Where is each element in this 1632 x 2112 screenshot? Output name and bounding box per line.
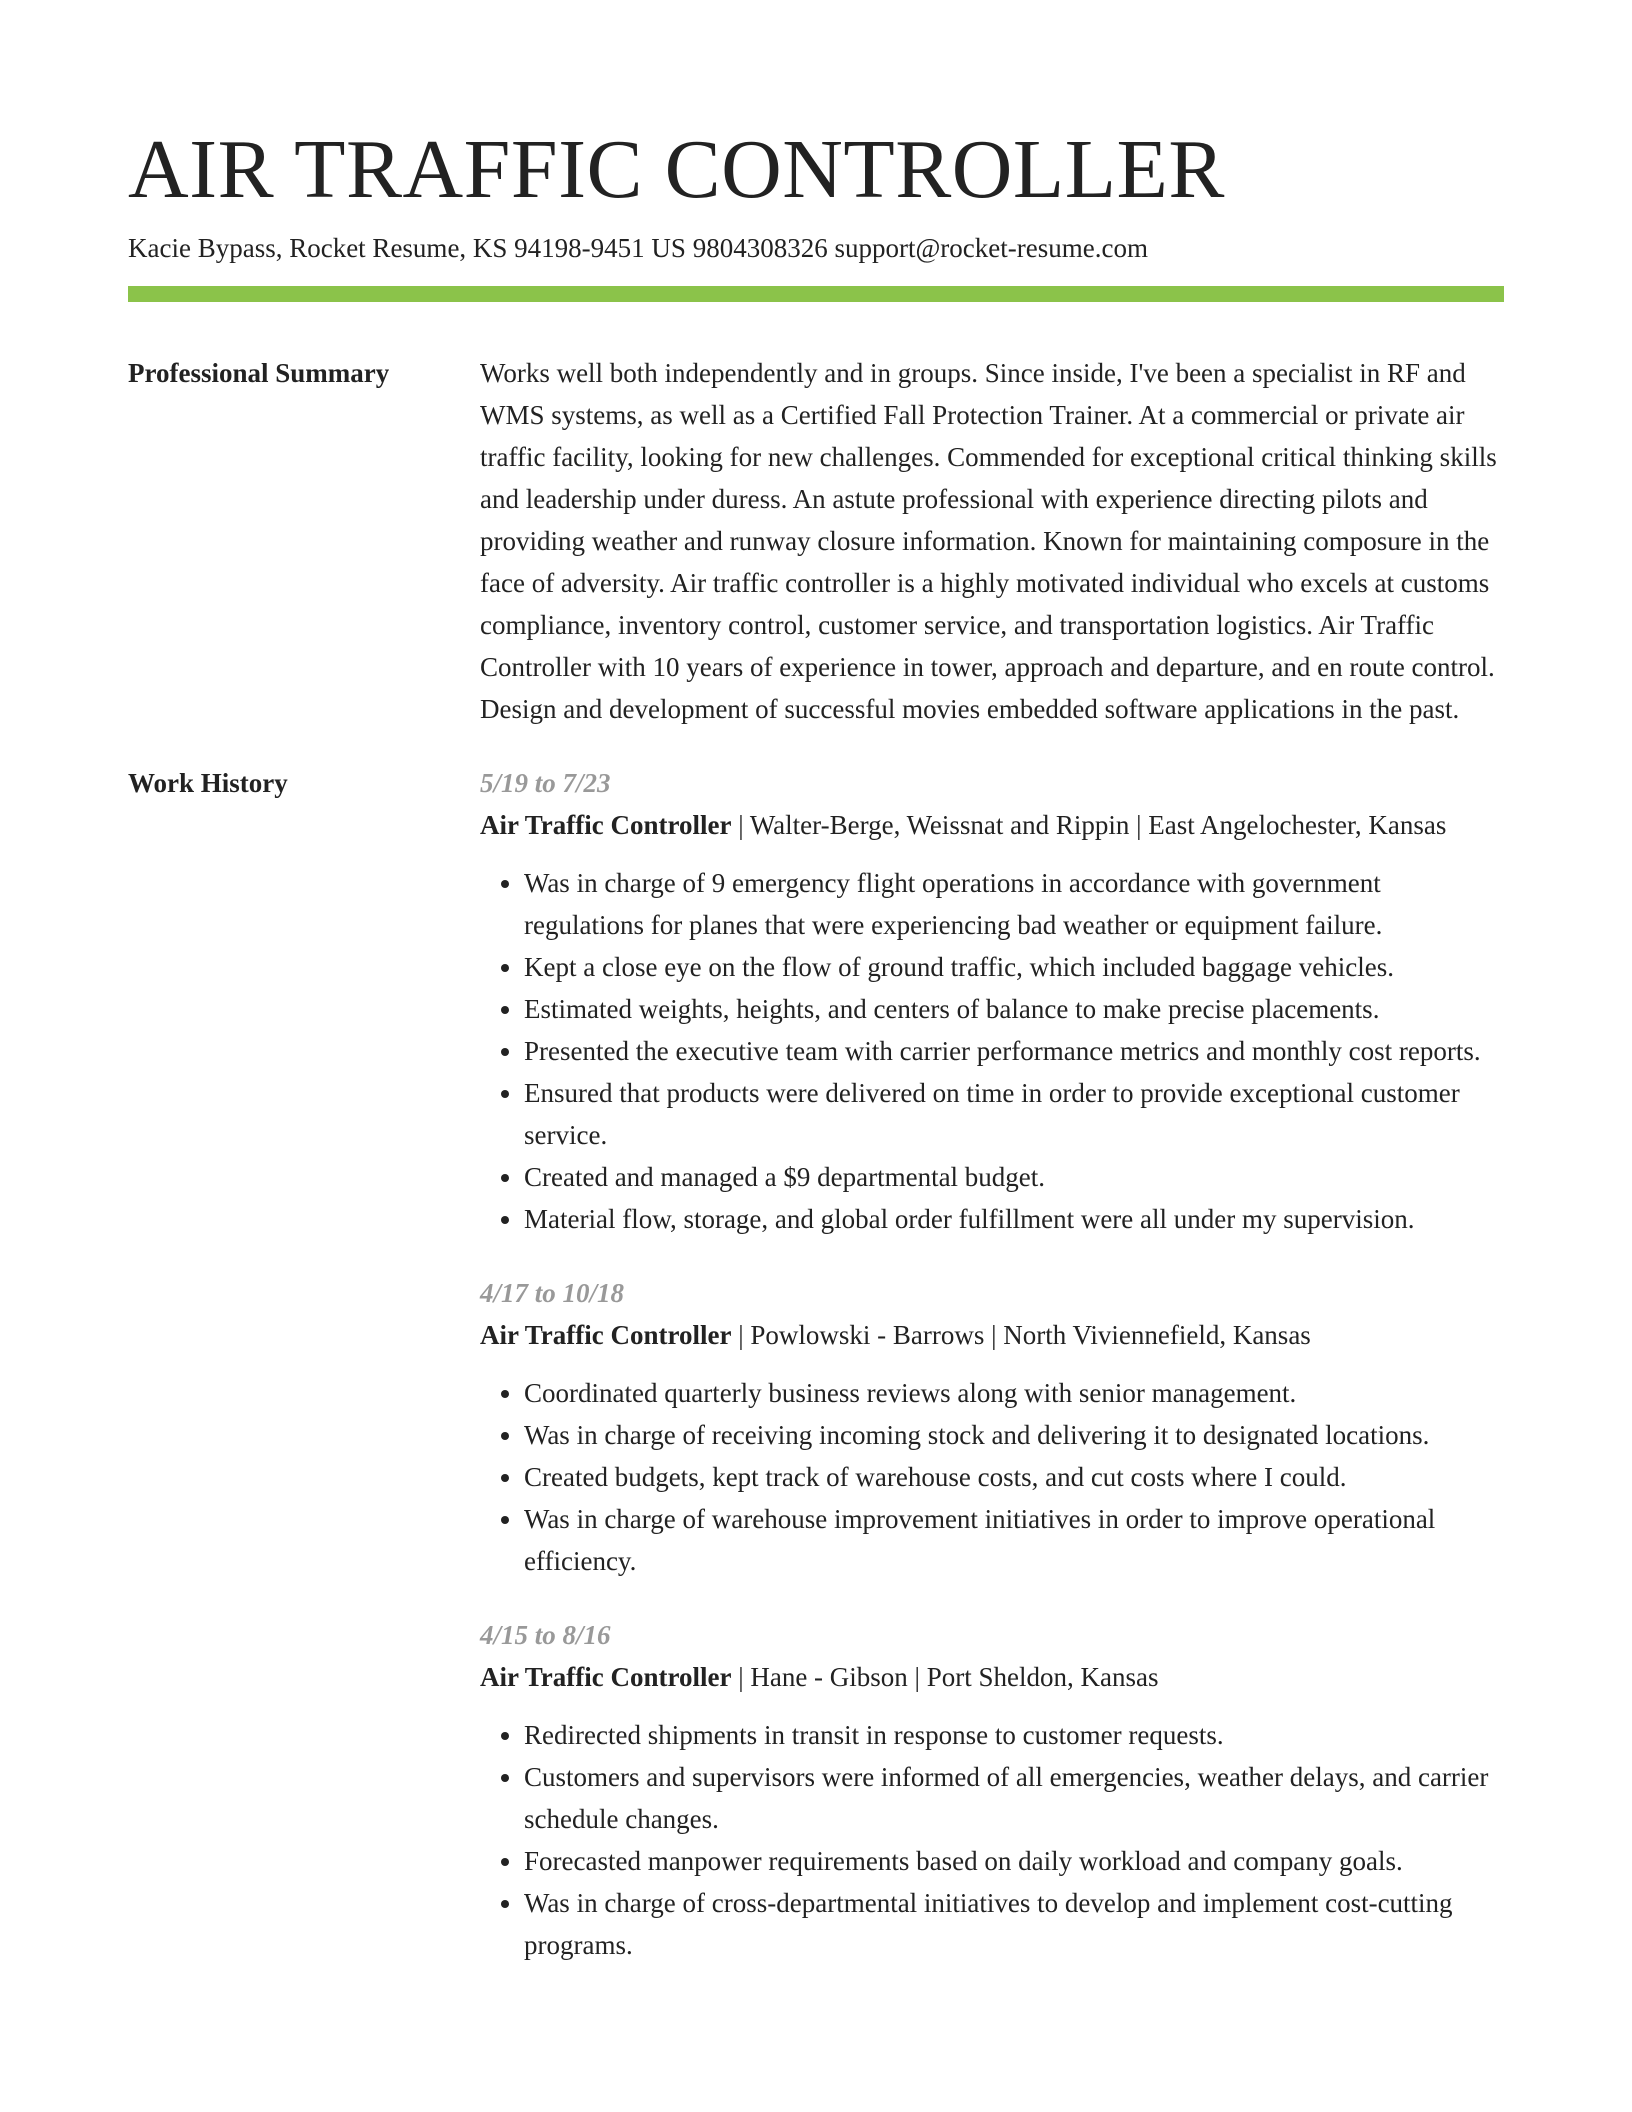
- job-dates: 5/19 to 7/23: [480, 768, 611, 798]
- resume-title: AIR TRAFFIC CONTROLLER: [128, 123, 1225, 216]
- job-bullet: • Was in charge of receiving incoming stock and delivering it to designated locations.: [524, 1414, 1504, 1456]
- job-bullets: [480, 1714, 1504, 1966]
- job-bullet: • Forecasted manpower requirements based on daily workload and company goals.: [524, 1840, 1504, 1882]
- job-bullet: • Created and managed a $9 departmental budget.: [524, 1156, 1504, 1198]
- job-title: Air Traffic Controller: [480, 1320, 732, 1350]
- job-heading: [480, 1656, 1504, 1698]
- job-bullet: • Material flow, storage, and global order fulfillment were all under my supervision.: [524, 1198, 1504, 1240]
- job-bullet: • Ensured that products were delivered on time in order to provide exceptional customer service.: [524, 1072, 1504, 1156]
- job-bullet: • Redirected shipments in transit in response to customer requests.: [524, 1714, 1504, 1756]
- job-heading: [480, 1314, 1504, 1356]
- job-entry: [480, 762, 1504, 1240]
- job-bullet: • Was in charge of cross-departmental initiatives to develop and implement cost-cutting programs.: [524, 1882, 1504, 1966]
- summary-heading: Professional Summary: [128, 358, 390, 388]
- job-bullet: • Presented the executive team with carrier performance metrics and monthly cost reports.: [524, 1030, 1504, 1072]
- job-bullet: • Estimated weights, heights, and centers of balance to make precise placements.: [524, 988, 1504, 1030]
- summary-text: Works well both independently and in groups. Since inside, I've been a specialist in RF and WMS systems, as well as a Certified Fall Protection Trainer. At a commercial or private air traffic facility, looking for new challenges. Commended for exceptional critical thinking skills and leadership under duress. An astute professional with experience directing pilots and providing weather and runway closure information. Known for maintaining composure in the face of adversity. Air traffic controller is a highly motivated individual who excels at customs compliance, inventory control, customer service, and transportation logistics. Air Traffic Controller with 10 years of experience in tower, approach and departure, and en route control. Design and development of successful movies embedded software applications in the past.: [480, 358, 1497, 724]
- work-history-section: [128, 762, 1504, 1966]
- job-details: | Powlowski - Barrows | North Viviennefield, Kansas: [731, 1320, 1311, 1350]
- job-bullet: • Created budgets, kept track of warehouse costs, and cut costs where I could.: [524, 1456, 1504, 1498]
- contact-line: Kacie Bypass, Rocket Resume, KS 94198-9451 US 9804308326 support@rocket-resume.com: [128, 233, 1148, 263]
- job-bullets: [480, 862, 1504, 1240]
- job-details: | Walter-Berge, Weissnat and Rippin | East Angelochester, Kansas: [731, 810, 1447, 840]
- work-history-heading: Work History: [128, 768, 288, 798]
- job-title: Air Traffic Controller: [480, 810, 732, 840]
- job-bullet: • Coordinated quarterly business reviews along with senior management.: [524, 1372, 1504, 1414]
- header-divider: [128, 286, 1504, 302]
- job-entry: [480, 1272, 1504, 1582]
- work-history-body: [480, 762, 1504, 1966]
- job-heading: [480, 804, 1504, 846]
- job-dates: 4/17 to 10/18: [480, 1278, 625, 1308]
- summary-section: [128, 352, 1504, 730]
- job-entry: [480, 1614, 1504, 1966]
- job-bullet: • Customers and supervisors were informed of all emergencies, weather delays, and carrier schedule changes.: [524, 1756, 1504, 1840]
- job-title: Air Traffic Controller: [480, 1662, 732, 1692]
- job-bullets: [480, 1372, 1504, 1582]
- job-dates: 4/15 to 8/16: [480, 1620, 611, 1650]
- job-bullet: • Was in charge of 9 emergency flight operations in accordance with government regulations for planes that were experiencing bad weather or equipment failure.: [524, 862, 1504, 946]
- job-details: | Hane - Gibson | Port Sheldon, Kansas: [731, 1662, 1159, 1692]
- job-bullet: • Kept a close eye on the flow of ground traffic, which included baggage vehicles.: [524, 946, 1504, 988]
- job-bullet: • Was in charge of warehouse improvement initiatives in order to improve operational efficiency.: [524, 1498, 1504, 1582]
